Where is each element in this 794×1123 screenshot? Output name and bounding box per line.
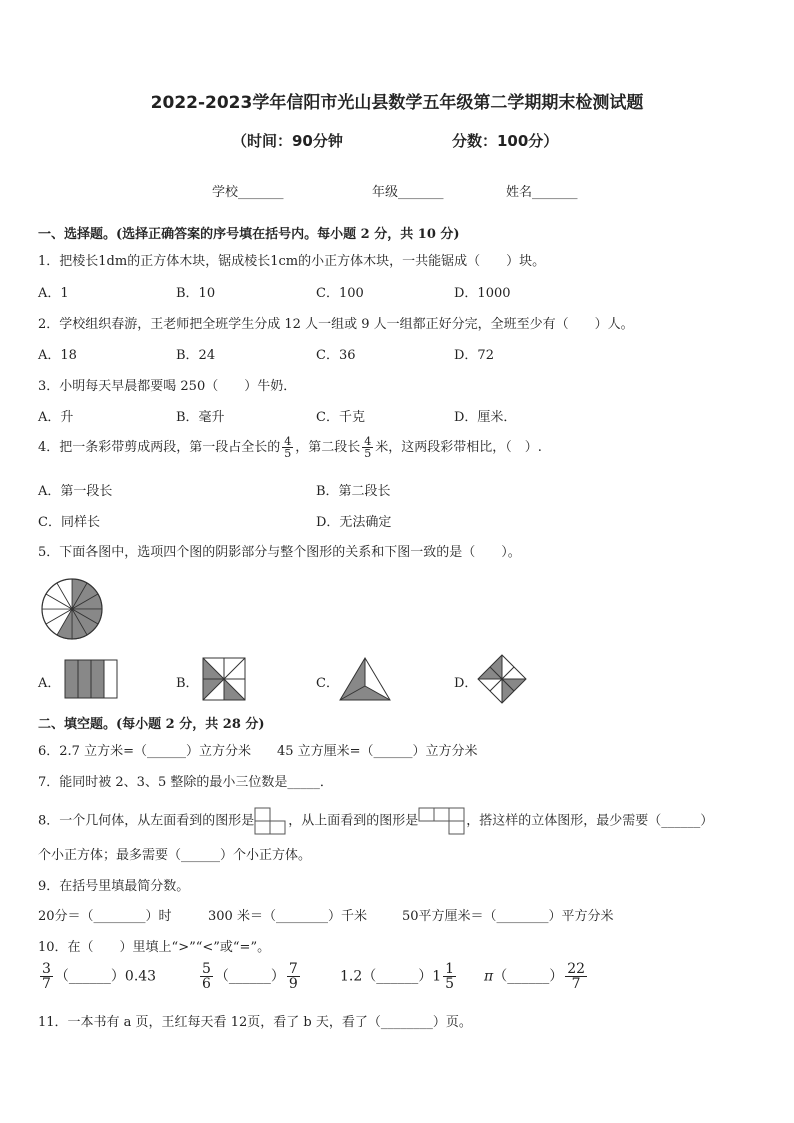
q4-fraction-1 bbox=[282, 436, 293, 459]
q2-option-a: A．18 bbox=[38, 348, 77, 363]
q4-text-1: 4．把一条彩带剪成两段，第一段占全长的 bbox=[38, 440, 281, 455]
q10-2b-num: 7 bbox=[288, 961, 298, 977]
q8-text-2: ，从上面看到的图形是 bbox=[288, 813, 419, 829]
question-1: 1．把棱长1dm的正方体木块，锯成棱长1cm的小正方体木块，一共能锯成（ ）块。 bbox=[38, 254, 546, 269]
question-8-line-2: 个小正方体；最多需要（______）个小正方体。 bbox=[38, 848, 312, 863]
q4-option-c: C．同样长 bbox=[38, 515, 100, 530]
q4-fraction-2-num: 4 bbox=[364, 435, 372, 448]
q5-figure-c bbox=[338, 656, 392, 702]
section-1-heading: 一、选择题。(选择正确答案的序号填在括号内。每小题 2 分，共 10 分) bbox=[38, 227, 460, 242]
q4-text-3: 米，这两段彩带相比，（ ）. bbox=[375, 440, 542, 455]
q5-figure-a bbox=[64, 659, 118, 699]
fig-a-part-3 bbox=[91, 660, 104, 698]
q9-item-c: 50平方厘米＝（________）平方分米 bbox=[402, 909, 614, 924]
q10-item-2 bbox=[198, 962, 302, 991]
q5-figure-b bbox=[202, 657, 246, 701]
q2-option-c: C．36 bbox=[316, 348, 356, 363]
exam-score: 分数：100分） bbox=[452, 132, 559, 150]
q1-option-c: C．100 bbox=[316, 286, 364, 301]
q10-item-3 bbox=[340, 962, 458, 991]
q10-2-fraction-a bbox=[200, 962, 213, 991]
question-3: 3．小明每天早晨都要喝 250（ ）牛奶． bbox=[38, 379, 297, 394]
q4-fraction-2-den: 5 bbox=[364, 447, 372, 460]
q10-item-4 bbox=[484, 962, 589, 991]
circle-figure bbox=[40, 577, 104, 641]
q5-option-c: C． bbox=[316, 676, 339, 691]
school-field: 学校_______ bbox=[212, 185, 284, 200]
q10-4-fraction bbox=[565, 962, 587, 991]
q5-option-a: A． bbox=[38, 676, 61, 691]
question-5: 5．下面各图中，选项四个图的阴影部分与整个图形的关系和下图一致的是（ ）。 bbox=[38, 545, 521, 560]
q10-1-num: 3 bbox=[42, 961, 51, 977]
q5-figure-d bbox=[476, 653, 528, 705]
q5-option-d: D． bbox=[454, 676, 478, 691]
q1-option-a: A．1 bbox=[38, 286, 69, 301]
exam-time: （时间：90分钟 bbox=[232, 132, 343, 150]
page-title: 2022-2023学年信阳市光山县数学五年级第二学期期末检测试题 bbox=[150, 93, 644, 113]
q4-option-b: B．第二段长 bbox=[316, 484, 391, 499]
q9-item-b: 300 米＝（________）千米 bbox=[208, 909, 367, 924]
question-6: 6．2.7 立方米=（______）立方分米 45 立方厘米=（______）立方分米 bbox=[38, 744, 478, 759]
fig-a-part-1 bbox=[65, 660, 78, 698]
fig-a-part-4 bbox=[104, 660, 117, 698]
q10-1-den: 7 bbox=[42, 976, 51, 992]
q10-item-1 bbox=[38, 962, 156, 991]
question-10: 10．在（ ）里填上“>”“<”或“=”。 bbox=[38, 940, 271, 955]
q2-option-b: B．24 bbox=[176, 348, 216, 363]
question-2: 2．学校组织春游，王老师把全班学生分成 12 人一组或 9 人一组都正好分完，全班至少有（ ）人。 bbox=[38, 317, 634, 332]
q5-option-b: B． bbox=[176, 676, 199, 691]
q4-option-d: D．无法确定 bbox=[316, 515, 392, 530]
q10-3-fraction bbox=[443, 962, 456, 991]
question-11: 11．一本书有 a 页，王红每天看 12页，看了 b 天，看了（________）页。 bbox=[38, 1015, 472, 1030]
q10-1-text: （______）0.43 bbox=[54, 968, 157, 985]
q10-4-num: 22 bbox=[567, 961, 586, 977]
q4-text-2: ，第二段长 bbox=[295, 440, 361, 455]
q10-2b-den: 9 bbox=[288, 976, 298, 992]
q10-4-text: （______） bbox=[493, 968, 564, 985]
q10-2-text: （______） bbox=[214, 968, 285, 985]
q3-option-b: B．毫升 bbox=[176, 410, 225, 425]
q4-option-a: A．第一段长 bbox=[38, 484, 113, 499]
question-9: 9．在括号里填最简分数。 bbox=[38, 879, 190, 894]
q10-2-num: 5 bbox=[202, 961, 211, 977]
q1-option-d: D．1000 bbox=[454, 286, 511, 301]
q10-2-fraction-b bbox=[287, 962, 300, 991]
fig-a-part-2 bbox=[78, 660, 91, 698]
section-2-heading: 二、填空题。(每小题 2 分，共 28 分) bbox=[38, 717, 265, 732]
q2-option-d: D．72 bbox=[454, 348, 494, 363]
q4-fraction-1-den: 5 bbox=[284, 447, 292, 460]
q1-option-b: B．10 bbox=[176, 286, 216, 301]
left-view-figure bbox=[254, 807, 288, 835]
top-view-figure bbox=[418, 807, 466, 835]
q10-3-num: 1 bbox=[445, 961, 455, 977]
q4-fraction-1-num: 4 bbox=[284, 435, 292, 448]
q10-4-den: 7 bbox=[571, 976, 581, 992]
q3-option-d: D．厘米． bbox=[454, 410, 517, 425]
q8-text-1: 8．一个几何体，从左面看到的图形是 bbox=[38, 813, 255, 829]
q10-4-pi: π bbox=[484, 968, 494, 985]
q10-3-text: 1.2（______）1 bbox=[340, 968, 442, 985]
q8-text-3: ，搭这样的立体图形，最少需要（______） bbox=[466, 813, 714, 829]
question-8-line-1 bbox=[38, 807, 713, 835]
question-7: 7．能同时被 2、3、5 整除的最小三位数是_____． bbox=[38, 775, 333, 790]
q9-item-a: 20分＝（________）时 bbox=[38, 909, 172, 924]
q10-1-fraction bbox=[40, 962, 53, 991]
grade-field: 年级_______ bbox=[372, 185, 444, 200]
question-4 bbox=[38, 436, 542, 459]
q4-fraction-2 bbox=[362, 436, 373, 459]
name-field: 姓名_______ bbox=[506, 185, 578, 200]
q3-option-a: A．升 bbox=[38, 410, 74, 425]
q10-3-den: 5 bbox=[445, 976, 455, 992]
q10-2-den: 6 bbox=[202, 976, 211, 992]
q3-option-c: C．千克 bbox=[316, 410, 365, 425]
